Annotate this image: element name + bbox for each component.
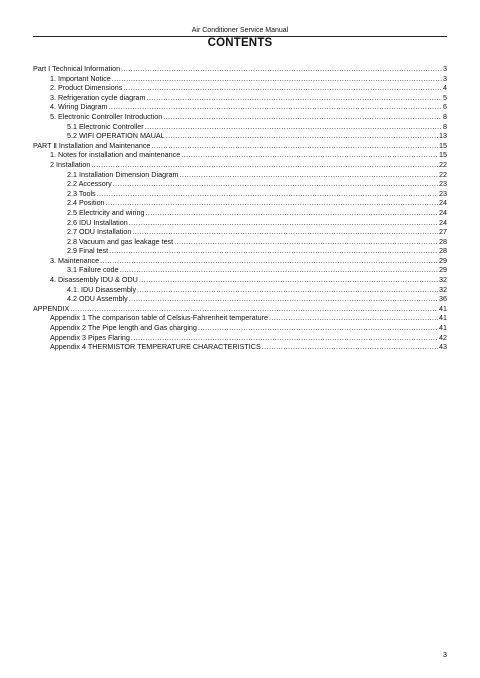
toc-leader-dots (151, 141, 438, 151)
toc-entry[interactable] (33, 294, 447, 304)
toc-entry-title: 2.5 Electricity and wiring (67, 207, 145, 217)
toc-entry-title: 1. Important Notice (50, 73, 111, 83)
toc-entry-title: PART Ⅱ Installation and Maintenance (33, 140, 151, 150)
toc-entry-page: 8 (443, 111, 447, 121)
toc-entry[interactable] (33, 275, 447, 285)
toc-entry-title: 5.2 WIFI OPERATION MAUAL (67, 131, 165, 141)
toc-entry-title: 4. Wiring Diagram (50, 102, 108, 112)
toc-leader-dots (269, 313, 438, 323)
toc-entry-page: 43 (439, 342, 447, 352)
toc-entry-title: Appendix 4 THERMISTOR TEMPERATURE CHARACTERISTICS (50, 342, 261, 352)
toc-leader-dots (109, 246, 438, 256)
toc-entry-page: 24 (439, 207, 447, 217)
toc-entry-title: 4.1. IDU Disassembly (67, 284, 137, 294)
toc-entry-title: 3.1 Failure code (67, 265, 119, 275)
toc-entry[interactable] (33, 342, 447, 352)
toc-entry-page: 24 (439, 198, 447, 208)
toc-entry-title: APPENDIX (33, 303, 70, 313)
toc-entry[interactable] (33, 246, 447, 256)
toc-entry-page: 27 (439, 227, 447, 237)
toc-entry-title: 2. Product Dimensions (50, 83, 123, 93)
toc-leader-dots (129, 218, 438, 228)
toc-entry-page: 42 (439, 332, 447, 342)
toc-entry[interactable] (33, 285, 447, 295)
toc-leader-dots (139, 275, 438, 285)
toc-leader-dots (179, 170, 438, 180)
toc-entry-title: 3. Maintenance (50, 255, 100, 265)
toc-leader-dots (198, 323, 438, 333)
toc-entry-title: 2.3 Tools (67, 188, 96, 198)
toc-entry-page: 23 (439, 179, 447, 189)
toc-entry[interactable] (33, 189, 447, 199)
toc-entry[interactable] (33, 83, 447, 93)
toc-entry-page: 22 (439, 169, 447, 179)
toc-entry-title: 2.9 Final test (67, 246, 109, 256)
toc-entry-page: 41 (439, 313, 447, 323)
toc-entry-page: 8 (443, 121, 447, 131)
toc-leader-dots (97, 189, 438, 199)
toc-leader-dots (145, 122, 442, 132)
toc-entry[interactable] (33, 313, 447, 323)
toc-leader-dots (106, 198, 438, 208)
toc-entry-page: 32 (439, 275, 447, 285)
toc-entry[interactable] (33, 265, 447, 275)
toc-entry-page: 15 (439, 140, 447, 150)
toc-leader-dots (123, 83, 442, 93)
toc-entry-page: 3 (443, 64, 447, 73)
toc-entry-title: 4.2 ODU Assembly (67, 294, 128, 304)
toc-leader-dots (70, 304, 438, 314)
toc-entry[interactable] (33, 141, 447, 151)
table-of-contents (33, 64, 447, 352)
toc-leader-dots (100, 256, 438, 266)
toc-entry[interactable] (33, 237, 447, 247)
page-number: 3 (442, 650, 447, 659)
toc-leader-dots (109, 102, 442, 112)
toc-leader-dots (166, 131, 438, 141)
toc-entry[interactable] (33, 74, 447, 84)
toc-entry-page: 22 (439, 159, 447, 169)
toc-entry[interactable] (33, 208, 447, 218)
toc-leader-dots (146, 93, 442, 103)
toc-entry-page: 13 (439, 131, 447, 141)
toc-entry[interactable] (33, 102, 447, 112)
toc-entry[interactable] (33, 227, 447, 237)
toc-entry[interactable] (33, 170, 447, 180)
toc-leader-dots (131, 333, 438, 343)
toc-entry-page: 36 (439, 294, 447, 304)
toc-entry[interactable] (33, 179, 447, 189)
toc-entry[interactable] (33, 198, 447, 208)
toc-entry-title: 2.6 IDU Installation (67, 217, 128, 227)
toc-entry-title: 2.8 Vacuum and gas leakage test (67, 236, 174, 246)
toc-entry-title: 2.2 Accessory (67, 179, 112, 189)
toc-entry[interactable] (33, 218, 447, 228)
page-title: CONTENTS (207, 37, 273, 49)
toc-entry-title: 2.1 Installation Dimension Diagram (67, 169, 179, 179)
toc-entry-title: 5. Electronic Controller Introduction (50, 111, 163, 121)
toc-entry[interactable] (33, 64, 447, 74)
toc-entry-title: 5.1 Electronic Controller (67, 121, 144, 131)
toc-entry[interactable] (33, 112, 447, 122)
toc-leader-dots (121, 64, 442, 74)
toc-leader-dots (112, 74, 442, 84)
toc-leader-dots (174, 237, 438, 247)
toc-entry-title: 3. Refrigeration cycle diagram (50, 92, 146, 102)
toc-entry-page: 24 (439, 217, 447, 227)
toc-entry-title: 2.4 Position (67, 198, 105, 208)
toc-entry[interactable] (33, 333, 447, 343)
toc-entry[interactable] (33, 304, 447, 314)
toc-entry-title: 2.7 ODU Installation (67, 227, 132, 237)
toc-entry-page: 4 (443, 83, 447, 93)
toc-leader-dots (129, 294, 438, 304)
toc-entry-page: 29 (439, 265, 447, 275)
toc-entry-page: 3 (443, 73, 447, 83)
toc-leader-dots (120, 265, 438, 275)
toc-entry-page: 29 (439, 255, 447, 265)
toc-entry-title: Appendix 2 The Pipe length and Gas charging (50, 323, 197, 333)
toc-leader-dots (181, 150, 438, 160)
toc-entry[interactable] (33, 93, 447, 103)
toc-entry-page: 41 (439, 323, 447, 333)
toc-entry-page: 15 (439, 150, 447, 160)
toc-entry[interactable] (33, 256, 447, 266)
toc-entry-title: 4. Disassembly IDU & ODU (50, 275, 138, 285)
toc-entry-page: 5 (443, 92, 447, 102)
toc-entry[interactable] (33, 150, 447, 160)
toc-entry-title: Appendix 3 Pipes Flaring (50, 332, 130, 342)
toc-leader-dots (113, 179, 438, 189)
toc-leader-dots (137, 285, 438, 295)
toc-leader-dots (262, 342, 438, 352)
toc-entry[interactable] (33, 122, 447, 132)
toc-entry-page: 28 (439, 236, 447, 246)
running-header: Air Conditioner Service Manual (33, 27, 447, 37)
toc-entry-title: Part Ⅰ Technical Information (33, 64, 121, 73)
toc-entry-title: 2 Installation (50, 159, 91, 169)
toc-leader-dots (146, 208, 439, 218)
toc-entry-page: 6 (443, 102, 447, 112)
toc-entry-title: 1. Notes for installation and maintenance (50, 150, 181, 160)
toc-leader-dots (132, 227, 438, 237)
toc-entry[interactable] (33, 323, 447, 333)
toc-entry-title: Appendix 1 The comparison table of Celsius-Fahrenheit temperature (50, 313, 269, 323)
toc-entry[interactable] (33, 160, 447, 170)
toc-leader-dots (91, 160, 438, 170)
toc-entry-page: 23 (439, 188, 447, 198)
toc-entry[interactable] (33, 131, 447, 141)
toc-entry-page: 28 (439, 246, 447, 256)
toc-leader-dots (163, 112, 442, 122)
toc-entry-page: 41 (439, 303, 447, 313)
toc-entry-page: 32 (439, 284, 447, 294)
